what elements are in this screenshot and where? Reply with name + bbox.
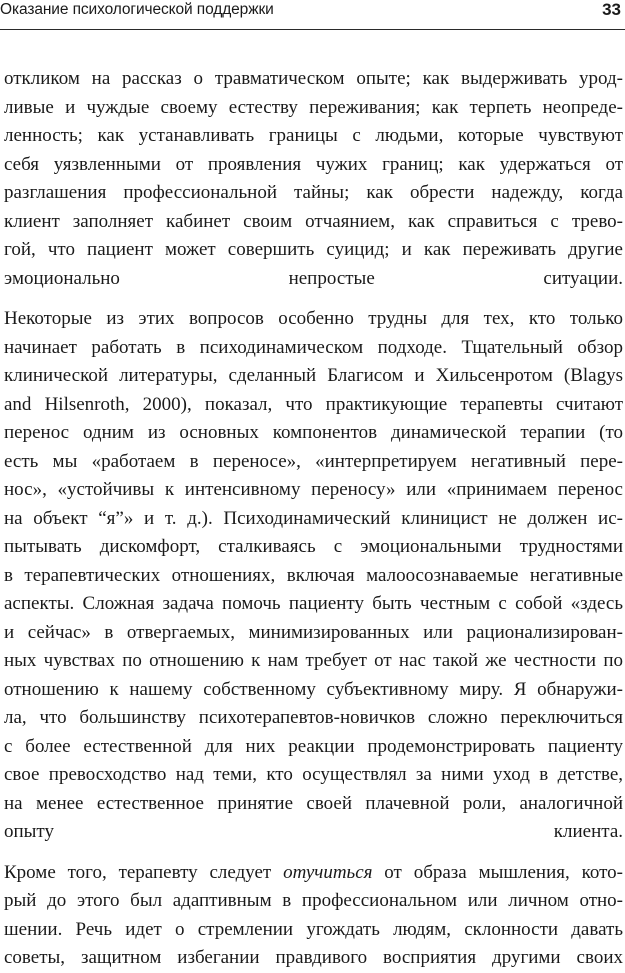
text-line: гой, что пациент может совершить суицид; и как переживать другие	[4, 239, 623, 260]
text-line: откликом на рассказ о травматическом опыте; как выдерживать урод-	[4, 68, 623, 89]
text-line: рый до этого был адаптивным в профессиональном или личном отно-	[4, 890, 623, 911]
text-line: ла, что большинству психотерапевтов-новичков сложно переключиться	[4, 707, 623, 728]
text-line: нос», «устойчивы к интенсивному переносу» или «принимаем перенос	[4, 479, 623, 500]
text-fragment: Кроме того, терапевту следует	[4, 861, 284, 883]
text-line: ливые и чуждые своему естеству переживания; как терпеть неопреде-	[4, 96, 623, 118]
text-line: перенос одним из основных компонентов динамической терапии (то	[4, 422, 623, 443]
paragraph-3	[4, 859, 623, 973]
text-line: разглашения профессиональной тайны; как обрести надежду, когда	[4, 182, 623, 203]
text-line: ленность; как устанавливать границы с людьми, которые чувствуют	[4, 125, 623, 146]
text-line: начинает работать в психодинамическом подходе. Тщательный обзор	[4, 336, 623, 358]
text-line	[4, 859, 623, 888]
text-line: с более естественной для них реакции продемонстрировать пациенту	[4, 735, 623, 757]
text-line: на менее естественное принятие своей плачевной роли, аналогичной	[4, 792, 623, 814]
header-rule	[0, 29, 625, 30]
page-header	[0, 0, 625, 30]
text-line: и сейчас» в отвергаемых, минимизированных или рационализирован-	[4, 621, 623, 643]
text-line: ных чувствах по отношению к нам требует от нас такой же честности по	[4, 650, 623, 671]
text-line: Некоторые из этих вопросов особенно трудны для тех, кто только	[4, 308, 623, 329]
page-number: 33	[602, 0, 621, 19]
text-line: на объект “я”» и т. д.). Психодинамический клиницист не должен ис-	[4, 507, 623, 529]
text-line: and Hilsenroth, 2000), показал, что практикующие терапевты считают	[4, 393, 623, 415]
text-line: пытывать дискомфорт, сталкиваясь с эмоциональными трудностями	[4, 536, 623, 557]
text-line: отношению к нашему собственному субъективному миру. Я обнаружи-	[4, 678, 623, 700]
text-line: опыту клиента.	[4, 821, 623, 842]
body-text	[4, 65, 623, 973]
text-line: свое превосходство над теми, кто осуществлял за ними уход в детстве,	[4, 764, 623, 785]
text-line: есть мы «работаем в переносе», «интерпретируем негативный пере-	[4, 450, 623, 472]
text-line: шении. Речь идет о стремлении угождать людям, склонности давать	[4, 918, 623, 940]
text-line: себя уязвленными от проявления чужих границ; как удержаться от	[4, 153, 623, 175]
text-fragment: от образа мышления, кото-	[372, 861, 623, 883]
emphasis: отучиться	[283, 861, 373, 883]
text-line: аспекты. Сложная задача помочь пациенту быть честным с собой «здесь	[4, 593, 623, 614]
text-line: в терапевтических отношениях, включая малоосознаваемые негативные	[4, 564, 623, 586]
text-line: клинической литературы, сделанный Благисом и Хильсенротом (Blagys	[4, 365, 623, 386]
paragraph-1	[4, 65, 623, 293]
text-line: советы, защитном избегании правдивого восприятия другими своих	[4, 947, 623, 968]
text-line: эмоционально непростые ситуации.	[4, 267, 623, 289]
running-head: Оказание психологической поддержки	[0, 1, 274, 18]
text-line: клиент заполняет кабинет своим отчаянием, как справиться с трево-	[4, 210, 623, 232]
paragraph-2	[4, 305, 623, 847]
